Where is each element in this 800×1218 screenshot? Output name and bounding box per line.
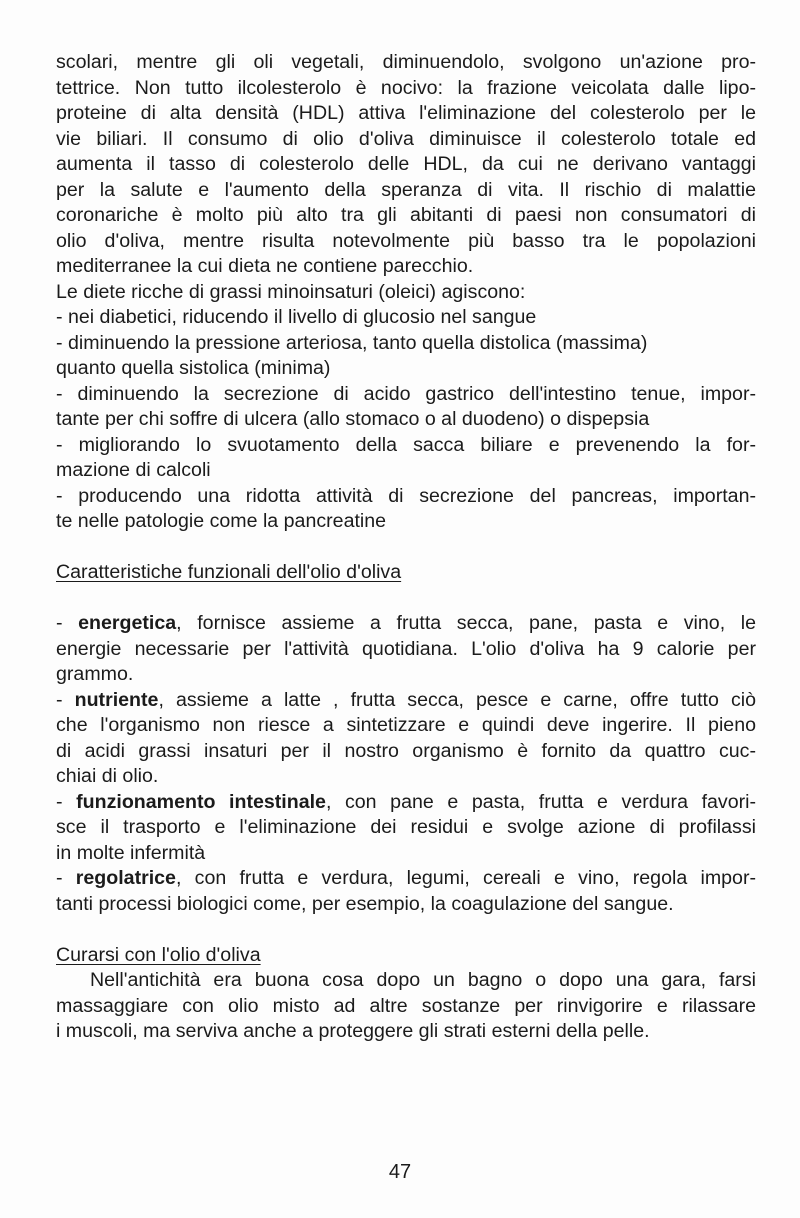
list-intro: Le diete ricche di grassi minoinsaturi (oleici) agiscono:	[56, 280, 526, 303]
text-line: chiai di olio.	[56, 765, 159, 787]
list-item: - diminuendo la secrezione di acido gastrico dell'intestino tenue, impor-	[56, 382, 756, 405]
text-line: aumenta il tasso di colesterolo delle HDL, da cui ne derivano vantaggi	[56, 153, 756, 175]
text-line: massaggiare con olio misto ad altre sostanze per rinvigorire e rilassare	[56, 994, 756, 1017]
text-line: olio d'oliva, mentre risulta notevolmente più basso tra le popolazioni	[56, 229, 756, 252]
text-line: proteine di alta densità (HDL) attiva l'eliminazione del colesterolo per le	[56, 102, 756, 124]
list-item-continued: te nelle patologie come la pancreatine	[56, 510, 387, 532]
text-line: - regolatrice, con frutta e verdura, legumi, cereali e vino, regola impor-	[56, 867, 756, 889]
feature-term: regolatrice	[75, 867, 176, 889]
section-heading-functional: Caratteristiche funzionali dell'olio d'oliva	[56, 561, 402, 583]
text-line: - nutriente, assieme a latte , frutta secca, pesce e carne, offre tutto ciò	[56, 688, 756, 711]
feature-nutriente	[56, 688, 756, 790]
feature-regolatrice	[56, 866, 756, 917]
feature-term: funzionamento intestinale	[76, 790, 326, 813]
list-item-continued: mazione di calcoli	[56, 459, 211, 481]
text-line: di acidi grassi insaturi per il nostro organismo è fornito da quattro cuc-	[56, 739, 756, 762]
feature-term: nutriente	[74, 688, 159, 711]
feature-energetica	[56, 611, 756, 688]
page-number: 47	[388, 1161, 412, 1183]
text-line: tanti processi biologici come, per esempio, la coagulazione del sangue.	[56, 892, 674, 915]
section-heading-curarsi: Curarsi con l'olio d'oliva	[56, 943, 261, 966]
text-line: in molte infermità	[56, 841, 206, 864]
text-line: mediterranee la cui dieta ne contiene parecchio.	[56, 255, 474, 277]
list-item-continued: tante per chi soffre di ulcera (allo stomaco o al duodeno) o dispepsia	[56, 408, 650, 430]
paragraph-curarsi	[56, 968, 756, 1045]
text-line: per la salute e l'aumento della speranza di vita. Il rischio di malattie	[56, 178, 756, 201]
text-line: grammo.	[56, 663, 134, 685]
text-line: sce il trasporto e l'eliminazione dei residui e svolge azione di profilassi	[56, 816, 756, 838]
benefits-list	[56, 280, 756, 535]
text-line: scolari, mentre gli oli vegetali, diminuendolo, svolgono un'azione pro-	[56, 51, 756, 73]
text-line: vie biliari. Il consumo di olio d'oliva diminuisce il colesterolo totale ed	[56, 127, 756, 150]
text-line: - funzionamento intestinale, con pane e pasta, frutta e verdura favori-	[56, 790, 757, 813]
feature-intestinale	[56, 790, 756, 867]
text-line: Nell'antichità era buona cosa dopo un bagno o dopo una gara, farsi	[90, 969, 756, 991]
list-item: - producendo una ridotta attività di secrezione del pancreas, importan-	[56, 484, 756, 507]
feature-term: energetica	[78, 612, 177, 634]
list-item-continued: quanto quella sistolica (minima)	[56, 357, 331, 379]
text-line: energie necessarie per l'attività quotidiana. L'olio d'oliva ha 9 calorie per	[56, 637, 756, 660]
text-line: - energetica, fornisce assieme a frutta secca, pane, pasta e vino, le	[56, 612, 757, 634]
list-item: - diminuendo la pressione arteriosa, tanto quella distolica (massima)	[56, 331, 648, 354]
text-line: i muscoli, ma serviva anche a proteggere gli strati esterni della pelle.	[56, 1020, 650, 1042]
list-item: - nei diabetici, riducendo il livello di glucosio nel sangue	[56, 306, 537, 328]
text-line: coronariche è molto più alto tra gli abitanti di paesi non consumatori di	[56, 204, 756, 226]
list-item: - migliorando lo svuotamento della sacca biliare e prevenendo la for-	[56, 433, 756, 456]
text-line: che l'organismo non riesce a sintetizzare e quindi deve ingerire. Il pieno	[56, 714, 756, 736]
page-body	[56, 50, 756, 1045]
text-line: tettrice. Non tutto ilcolesterolo è nocivo: la frazione veicolata dalle lipo-	[56, 76, 756, 99]
paragraph-cholesterol	[56, 50, 756, 280]
functional-features	[56, 611, 756, 917]
